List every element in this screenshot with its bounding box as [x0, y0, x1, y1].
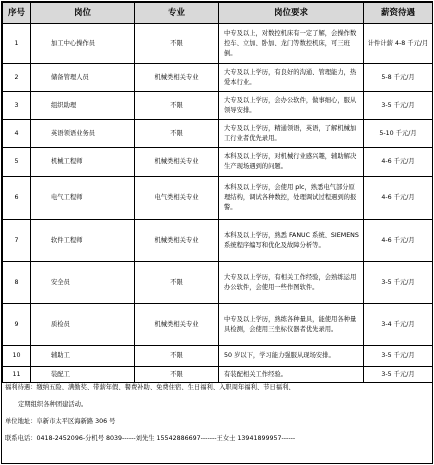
table-row — [3, 120, 433, 148]
row-salary: 5-10 千元/月 — [364, 120, 433, 148]
row-requirement: 大专及以上学历，有相关工作经验，会熟练运用办公软件，会使用一些作图软件。 — [219, 262, 364, 304]
row-salary: 3-5 千元/月 — [364, 346, 433, 367]
row-no: 10 — [3, 346, 31, 367]
row-salary: 3-5 千元/月 — [364, 92, 433, 120]
row-no: 7 — [3, 220, 31, 262]
header-major: 专业 — [135, 3, 219, 24]
table-row — [3, 262, 433, 304]
header-requirement: 岗位要求 — [219, 3, 364, 24]
row-major: 不限 — [135, 24, 219, 64]
company-address: 单位地址：阜新市太平区海新路 306 号 — [5, 418, 116, 425]
row-requirement: 大专及以上学历，有良好的沟通、管理能力，热爱本行业。 — [219, 64, 364, 92]
row-major: 不限 — [135, 120, 219, 148]
separator: ------ — [281, 435, 296, 442]
contact-person-2: 王女士 13941899957 — [216, 435, 282, 442]
row-no: 1 — [3, 24, 31, 64]
row-no: 8 — [3, 262, 31, 304]
row-position: 装配工 — [31, 367, 135, 383]
row-requirement: 大专及以上学历，会办公软件，做事细心，服从领导安排。 — [219, 92, 364, 120]
table-header-row — [3, 3, 433, 24]
row-requirement: 本科及以上学历，熟悉 FANUC 系统、SIEMENS 系统程序编写和优化及故障分析等。 — [219, 220, 364, 262]
row-position: 质检员 — [31, 304, 135, 346]
row-position: 储备管理人员 — [31, 64, 135, 92]
contact-line — [5, 430, 431, 447]
row-salary: 4-6 千元/月 — [364, 220, 433, 262]
row-requirement: 50 岁以下，学习能力强服从现场安排。 — [219, 346, 364, 367]
contact-label: 联系电话： — [5, 435, 37, 442]
row-requirement: 大专及以上学历，精通领语，英语，了解机械加工行业者优先录用。 — [219, 120, 364, 148]
row-salary: 3-5 千元/月 — [364, 262, 433, 304]
row-major: 电气类相关专业 — [135, 177, 219, 220]
job-table — [2, 2, 433, 383]
row-no: 6 — [3, 177, 31, 220]
row-position: 英语领语业务员 — [31, 120, 135, 148]
row-salary: 3-4 千元/月 — [364, 304, 433, 346]
separator: ------- — [200, 435, 217, 442]
phone-number: 0418-2452096-分机号 8039 — [36, 435, 123, 442]
table-row — [3, 346, 433, 367]
row-position: 机械工程师 — [31, 148, 135, 177]
table-row — [3, 304, 433, 346]
row-position: 电气工程师 — [31, 177, 135, 220]
row-position: 辅助工 — [31, 346, 135, 367]
row-no: 2 — [3, 64, 31, 92]
row-salary: 4-6 千元/月 — [364, 177, 433, 220]
row-requirement: 中专及以上，对数控机床有一定了解，会操作数控车、立加、卧加、龙门等数控机床，可三班倒。 — [219, 24, 364, 64]
benefits-line-continued: 定期组织各种团建活动。 — [18, 401, 88, 408]
header-no: 序号 — [3, 3, 31, 24]
row-position: 组织助理 — [31, 92, 135, 120]
separator: ------ — [122, 435, 136, 442]
header-salary: 薪资待遇 — [364, 3, 433, 24]
table-row — [3, 92, 433, 120]
table-row — [3, 148, 433, 177]
row-position: 软件工程师 — [31, 220, 135, 262]
table-row — [3, 24, 433, 64]
row-salary: 4-6 千元/月 — [364, 148, 433, 177]
table-row — [3, 220, 433, 262]
benefits-line: 福利待遇：缴纳五险、满勤奖、带薪年假、餐费补助、免费住宿、生日福利、入职周年福利、节日福利、 — [5, 384, 295, 391]
row-salary: 计件计薪 4-8 千元/月 — [364, 24, 433, 64]
row-position: 安全员 — [31, 262, 135, 304]
row-salary: 5-8 千元/月 — [364, 64, 433, 92]
row-requirement: 本科及以上学历，会使用 plc，熟悉电气部分原理结构，调试各种数控，处理调试过程遇到的报警。 — [219, 177, 364, 220]
row-major: 机械类相关专业 — [135, 304, 219, 346]
row-major: 机械类相关专业 — [135, 148, 219, 177]
row-requirement: 本科及以上学历，对机械行业感兴趣，辅助解决生产现场遇到的问题。 — [219, 148, 364, 177]
header-position: 岗位 — [31, 3, 135, 24]
row-major: 不限 — [135, 92, 219, 120]
row-requirement: 中专及以上学历，熟练各种量具，能使用各种量具检测，会使用三坐标仪器者优先录用。 — [219, 304, 364, 346]
row-major: 不限 — [135, 346, 219, 367]
row-major: 不限 — [135, 367, 219, 383]
row-major: 不限 — [135, 262, 219, 304]
footer-info — [5, 379, 431, 447]
row-no: 9 — [3, 304, 31, 346]
table-row — [3, 177, 433, 220]
row-no: 11 — [3, 367, 31, 383]
recruitment-table-sheet — [1, 1, 433, 464]
row-major: 机械类相关专业 — [135, 220, 219, 262]
row-position: 加工中心操作员 — [31, 24, 135, 64]
row-no: 4 — [3, 120, 31, 148]
row-salary: 3-5 千元/月 — [364, 367, 433, 383]
contact-person-1: 刘先生 15542886697 — [135, 435, 201, 442]
row-requirement: 有装配相关工作经验。 — [219, 367, 364, 383]
table-row — [3, 64, 433, 92]
row-no: 3 — [3, 92, 31, 120]
row-major: 机械类相关专业 — [135, 64, 219, 92]
row-no: 5 — [3, 148, 31, 177]
